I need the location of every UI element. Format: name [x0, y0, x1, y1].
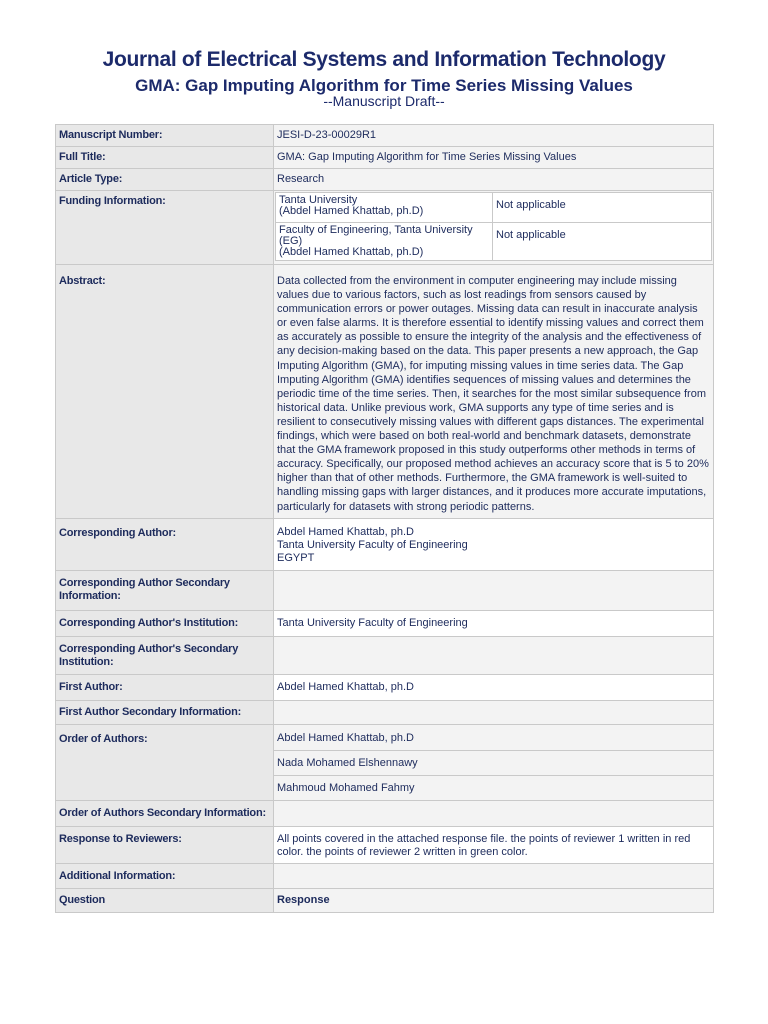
row-abstract	[56, 265, 714, 519]
field-value: GMA: Gap Imputing Algorithm for Time Series Missing Values	[274, 147, 714, 169]
manuscript-details-table	[55, 124, 714, 913]
field-label: Full Title:	[56, 147, 274, 169]
field-label: Manuscript Number:	[56, 125, 274, 147]
row-order-secondary	[56, 800, 714, 826]
corresponding-author-country: EGYPT	[277, 551, 315, 564]
row-question-response	[56, 888, 714, 912]
field-value	[274, 700, 714, 724]
funder-line: Faculty of Engineering, Tanta University	[279, 224, 473, 236]
funder-name	[276, 193, 493, 223]
row-first-author-secondary	[56, 700, 714, 724]
author-item: Nada Mohamed Elshennawy	[274, 751, 713, 776]
field-label: Order of Authors Secondary Information:	[56, 800, 274, 826]
funding-cell	[274, 191, 714, 265]
row-manuscript-number	[56, 125, 714, 147]
response-to-reviewers-text: All points covered in the attached response file. the points of reviewer 1 written in red color. the points of reviewer 2 written in green color.	[274, 826, 714, 863]
row-corresponding-author-secondary	[56, 570, 714, 610]
row-response-to-reviewers	[56, 826, 714, 863]
field-label: Corresponding Author Secondary Information:	[56, 570, 274, 610]
draft-label: --Manuscript Draft--	[323, 93, 445, 109]
field-label: Corresponding Author:	[56, 518, 274, 570]
field-label: Article Type:	[56, 169, 274, 191]
funding-status: Not applicable	[493, 193, 712, 223]
row-corresponding-institution	[56, 610, 714, 636]
row-order-of-authors	[56, 724, 714, 800]
field-label: Abstract:	[56, 265, 274, 519]
funding-row	[276, 193, 712, 223]
field-label: Response to Reviewers:	[56, 826, 274, 863]
field-value: Research	[274, 169, 714, 191]
funding-row	[276, 223, 712, 261]
author-item: Abdel Hamed Khattab, ph.D	[274, 725, 713, 751]
field-label: First Author Secondary Information:	[56, 700, 274, 724]
question-header: Question	[56, 888, 274, 912]
field-label: First Author:	[56, 674, 274, 700]
field-value: Tanta University Faculty of Engineering	[274, 610, 714, 636]
field-value: JESI-D-23-00029R1	[274, 125, 714, 147]
abstract-text: Data collected from the environment in computer engineering may include missing values due to various factors, such as lost readings from sensors caused by communication errors or power outages. Missing data can result in inaccurate analysis or even false alarms. It is therefore essential to identify missing values and correct them as accurately as possible to ensure the integrity of the analysis and the effectiveness of any decision-making based on the data. This paper presents a new approach, the Gap Imputing Algorithm (GMA), for imputing missing values in time series data. The Gap Imputing Algorithm (GMA) identifies sequences of missing values and determines the periodic time of the time series. Then, it searches for the most similar subsequence from historical data. Unlike previous work, GMA supports any type of time series and is resilient to consecutively missing values with different gaps distances. The experimental findings, which were based on both real-world and benchmark datasets, demonstrate that the GMA framework proposed in this study outperforms other methods in terms of accuracy. Specifically, our proposed method achieves an accuracy score that is 5 to 20% higher than that of other methods. Furthermore, the GMA framework is well-suited to handling missing gaps with larger distances, and it produces more accurate imputations, particularly for datasets with strong periodic patterns.	[274, 265, 714, 519]
authors-list	[274, 724, 714, 800]
field-value: Abdel Hamed Khattab, ph.D	[274, 674, 714, 700]
funder-line: Tanta University	[279, 194, 358, 206]
row-corresponding-secondary-institution	[56, 636, 714, 674]
corresponding-author-value	[274, 518, 714, 570]
corresponding-author-affiliation: Tanta University Faculty of Engineering	[277, 538, 468, 551]
field-label: Order of Authors:	[56, 724, 274, 800]
row-funding	[56, 191, 714, 265]
field-value	[274, 636, 714, 674]
author-item: Mahmoud Mohamed Fahmy	[274, 776, 713, 800]
row-first-author	[56, 674, 714, 700]
funder-line: (Abdel Hamed Khattab, ph.D)	[279, 205, 424, 217]
field-label: Corresponding Author's Secondary Institution:	[56, 636, 274, 674]
row-article-type	[56, 169, 714, 191]
funder-line: (EG)	[279, 235, 303, 247]
row-full-title	[56, 147, 714, 169]
field-label: Additional Information:	[56, 863, 274, 888]
funder-line: (Abdel Hamed Khattab, ph.D)	[279, 246, 424, 258]
funding-table	[275, 192, 712, 261]
row-additional-information	[56, 863, 714, 888]
corresponding-author-name: Abdel Hamed Khattab, ph.D	[277, 525, 414, 538]
row-corresponding-author	[56, 518, 714, 570]
field-value	[274, 800, 714, 826]
field-label: Corresponding Author's Institution:	[56, 610, 274, 636]
document-header	[0, 0, 768, 108]
field-value	[274, 570, 714, 610]
journal-name: Journal of Electrical Systems and Information Technology	[102, 48, 666, 71]
funding-status: Not applicable	[493, 223, 712, 261]
manuscript-title: GMA: Gap Imputing Algorithm for Time Series Missing Values	[135, 76, 633, 95]
funder-name	[276, 223, 493, 261]
response-header: Response	[274, 888, 714, 912]
field-label: Funding Information:	[56, 191, 274, 265]
field-value	[274, 863, 714, 888]
